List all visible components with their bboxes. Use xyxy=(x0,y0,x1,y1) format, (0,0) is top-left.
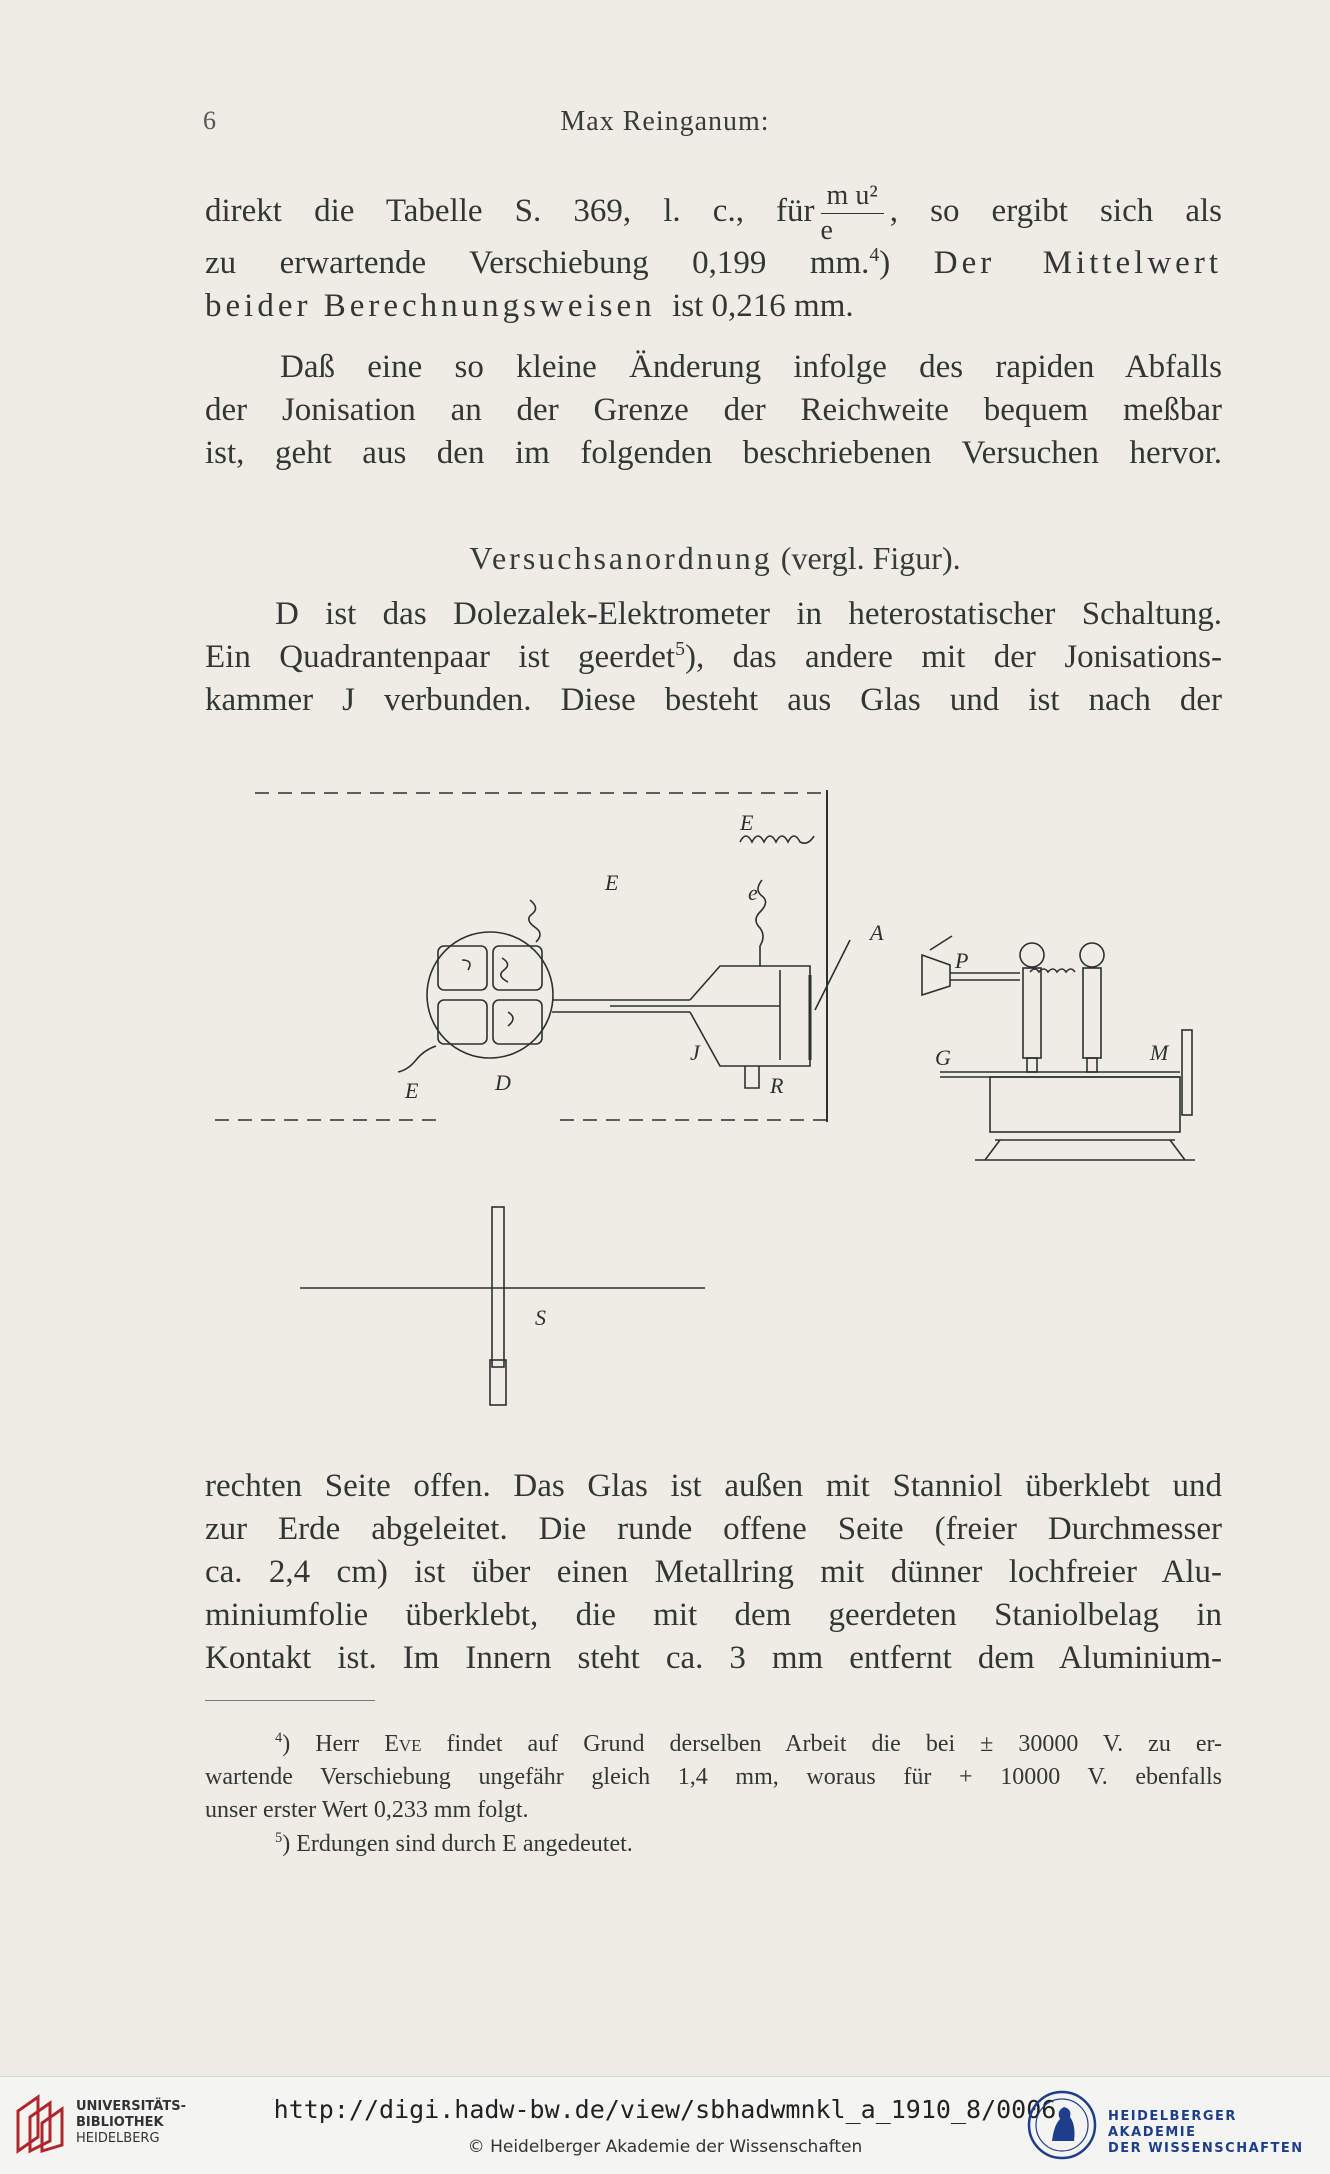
copyright-notice: © Heidelberger Akademie der Wissenschaften xyxy=(467,2137,863,2157)
text-line xyxy=(205,636,1222,679)
footnote-rule xyxy=(205,1700,375,1701)
label-g: G xyxy=(935,1045,951,1070)
footnote-marker: 5 xyxy=(275,1830,283,1846)
text-line: miniumfolie überklebt, die mit dem geerdeten Staniolbelag in xyxy=(205,1597,1222,1633)
text-segment: ) xyxy=(879,245,891,281)
text-segment: , so ergibt sich als xyxy=(889,193,1222,229)
label-r: R xyxy=(770,1073,784,1098)
uni-line: HEIDELBERG xyxy=(76,2131,160,2146)
footnote-4 xyxy=(205,1728,1222,1827)
text-line: D ist das Dolezalek-Elektrometer in heterostatischer Schaltung. xyxy=(275,596,1222,632)
academy-seal-icon[interactable] xyxy=(1026,2089,1098,2161)
text-line: ca. 2,4 cm) ist über einen Metallring mit dünner lochfreier Alu- xyxy=(205,1554,1222,1590)
footnote-line xyxy=(205,1728,1222,1761)
text-line: Kontakt ist. Im Innern steht ca. 3 mm entfernt dem Aluminium- xyxy=(205,1640,1222,1676)
text-line: zur Erde abgeleitet. Die runde offene Seite (freier Durchmesser xyxy=(205,1511,1222,1547)
earth-wire xyxy=(740,836,814,843)
footnote-line: wartende Verschiebung ungefähr gleich 1,4 mm, woraus für + 10000 V. ebenfalls xyxy=(205,1764,1222,1790)
footnote-ref: 4 xyxy=(869,244,880,266)
text-segment: ) Herr xyxy=(282,1731,360,1757)
scale-s xyxy=(300,1207,705,1405)
apparatus-figure xyxy=(210,760,1210,1420)
text-segment: zu erwartende Verschiebung 0,199 mm. xyxy=(205,245,870,281)
section-heading xyxy=(0,540,1330,577)
footnote-ref: 5 xyxy=(675,638,685,660)
label-e-topright: E xyxy=(740,810,754,835)
academy-line: HEIDELBERGER AKADEMIE xyxy=(1108,2109,1237,2140)
academy-name xyxy=(1108,2109,1330,2157)
footnote-line: unser erster Wert 0,233 mm folgt. xyxy=(205,1797,529,1823)
fraction-denominator: e xyxy=(820,214,833,246)
text-line: kammer J verbunden. Diese besteht aus Glas und ist nach der xyxy=(205,682,1222,718)
text-line: der Jonisation an der Grenze der Reichweite bequem meßbar xyxy=(205,392,1222,428)
text-line: Daß eine so kleine Änderung infolge des rapiden Abfalls xyxy=(280,349,1222,385)
fraction-numerator: m u² xyxy=(821,182,884,214)
running-header xyxy=(0,106,1330,146)
text-line: rechten Seite offen. Das Glas ist außen mit Stanniol überklebt und xyxy=(205,1468,1222,1504)
text-line xyxy=(205,242,1222,285)
viewer-footer xyxy=(0,2076,1330,2174)
paragraph-2 xyxy=(205,346,1222,475)
page-number: 6 xyxy=(203,106,216,135)
text-segment: ist 0,216 mm. xyxy=(672,288,854,324)
text-line xyxy=(205,179,1222,246)
text-line: ist, geht aus den im folgenden beschriebenen Versuchen hervor. xyxy=(205,435,1222,471)
label-m: M xyxy=(1150,1040,1169,1065)
label-d: D xyxy=(495,1070,511,1095)
label-j: J xyxy=(690,1040,700,1065)
heading-rest: (vergl. Figur). xyxy=(780,540,961,576)
ionization-chamber-j xyxy=(552,880,850,1088)
permalink-url[interactable]: http://digi.hadw-bw.de/view/sbhadwmnkl_a_1910_8/0006 xyxy=(273,2095,1057,2124)
text-segment: findet auf Grund derselben Arbeit die bei ± 30000 V. zu er- xyxy=(446,1731,1223,1757)
uni-line: UNIVERSITÄTS- xyxy=(76,2099,186,2114)
text-line xyxy=(205,285,1222,328)
label-e-top: E xyxy=(605,870,619,895)
paragraph-4 xyxy=(205,1465,1222,1680)
text-segment: Ein Quadrantenpaar ist geerdet xyxy=(205,639,676,675)
paragraph-3 xyxy=(205,593,1222,722)
label-e-left: E xyxy=(405,1078,419,1103)
uni-line: BIBLIOTHEK xyxy=(76,2115,164,2130)
footnote-5 xyxy=(205,1828,1222,1861)
spaced-text: Der Mittelwert xyxy=(933,245,1222,281)
electrometer-d xyxy=(398,900,553,1072)
footnote-line xyxy=(205,1828,1222,1861)
author-name: Eve xyxy=(384,1731,422,1757)
fraction xyxy=(820,179,884,246)
text-segment: ) Erdungen sind durch E angedeutet. xyxy=(282,1831,633,1857)
label-a: A xyxy=(870,920,884,945)
heading-spaced: Versuchsanordnung xyxy=(469,540,773,576)
text-segment: ), das andere mit der Jonisations- xyxy=(684,639,1222,675)
spaced-text: beider Berechnungsweisen xyxy=(205,288,656,324)
label-s: S xyxy=(535,1305,546,1330)
label-p: P xyxy=(955,948,969,973)
paragraph-1 xyxy=(205,180,1222,328)
label-e-small: e xyxy=(748,880,758,905)
text-segment: direkt die Tabelle S. 369, l. c., für xyxy=(205,193,815,229)
footnote-marker: 4 xyxy=(275,1730,283,1746)
academy-line: DER WISSENSCHAFTEN xyxy=(1108,2141,1304,2156)
running-head-author: Max Reinganum: xyxy=(560,106,770,137)
